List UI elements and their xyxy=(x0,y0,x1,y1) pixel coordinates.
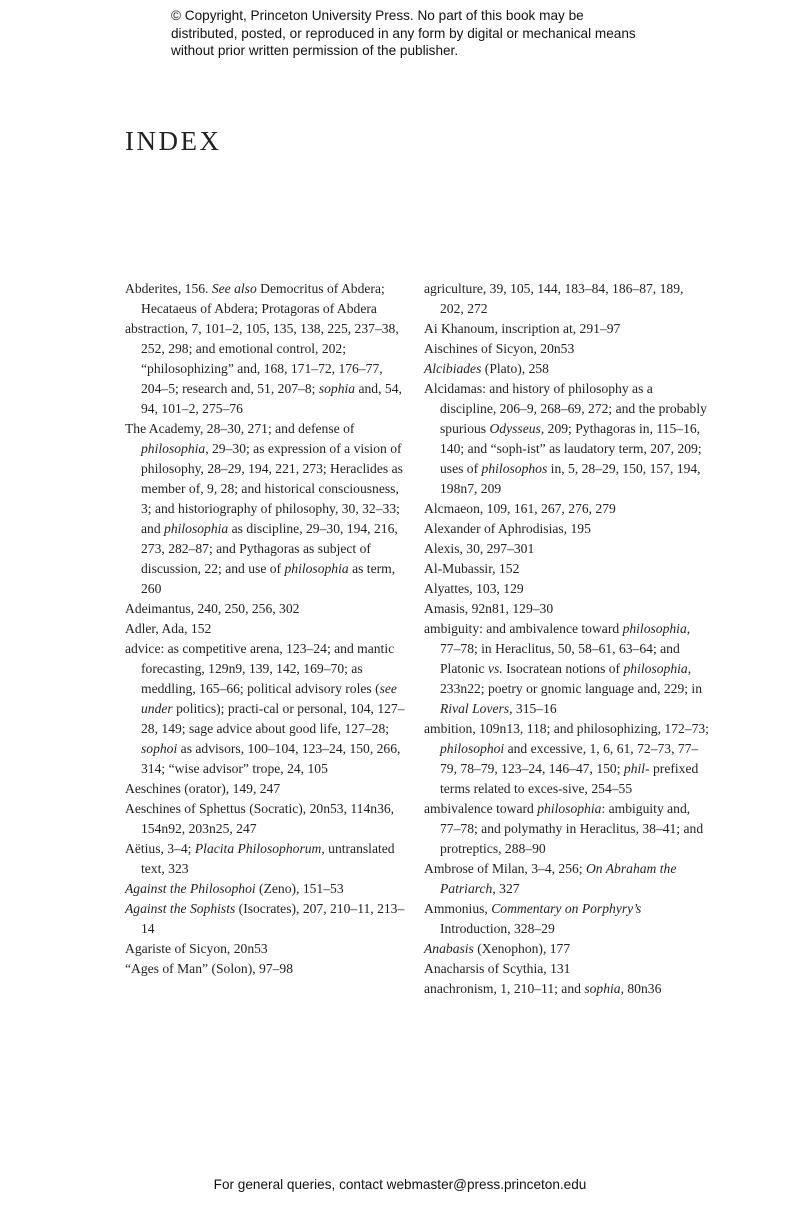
index-entry xyxy=(424,859,709,899)
entry-text: ambivalence toward xyxy=(424,801,538,816)
italic-term: philosophia xyxy=(622,621,687,636)
italic-term: philosophia xyxy=(623,661,688,676)
entry-text: advice: as competitive arena, 123–24; and mantic forecasting, 129n9, 139, 142, 169–70; as meddling, 165–66; political advisory roles ( xyxy=(125,641,395,696)
entry-text: Agariste of Sicyon, 20n53 xyxy=(125,941,268,956)
index-entry xyxy=(424,979,709,999)
index-entry xyxy=(125,279,410,319)
entry-text: Aeschines of Sphettus (Socratic), 20n53, 114n36, 154n92, 203n25, 247 xyxy=(125,801,395,836)
italic-term: phil- xyxy=(623,761,650,776)
entry-text: abstraction, 7, 101–2, 105, 135, 138, 225, 237–38, 252, 298; and emotional control, 202; “philosophizing” and, 168, 171–72, 176–77, 204–5; research and, 51, 207–8; xyxy=(125,321,399,396)
footer-contact: For general queries, contact webmaster@press.princeton.edu xyxy=(213,1177,587,1192)
entry-text: Alexander of Aphrodisias, 195 xyxy=(424,521,591,536)
entry-text: politics); practi-cal or personal, 104, 127–28, 149; sage advice about good life, 127–28; xyxy=(141,701,405,736)
index-entry xyxy=(424,319,709,339)
entry-text: Ai Khanoum, inscription at, 291–97 xyxy=(424,321,621,336)
entry-text: Aischines of Sicyon, 20n53 xyxy=(424,341,575,356)
index-entry xyxy=(424,939,709,959)
index-entry xyxy=(424,579,709,599)
index-column-left xyxy=(125,279,410,979)
index-entry xyxy=(125,879,410,899)
entry-text: The Academy, 28–30, 271; and defense of xyxy=(125,421,355,436)
entry-text: (Zeno), 151–53 xyxy=(255,881,344,896)
entry-text: , 315–16 xyxy=(509,701,557,716)
index-entry xyxy=(424,519,709,539)
entry-text: as term, 260 xyxy=(141,561,396,596)
entry-text: Alexis, 30, 297–301 xyxy=(424,541,535,556)
copyright-notice: © Copyright, Princeton University Press. No part of this book may be distributed, posted, or reproduced in any form by digital or mechanical means without prior written permission of the publisher. xyxy=(171,8,636,58)
italic-term: sophia, xyxy=(584,981,624,996)
entry-text: Alyattes, 103, 129 xyxy=(424,581,524,596)
italic-term: Commentary on Porphyry’s xyxy=(491,901,642,916)
index-entry xyxy=(424,359,709,379)
entry-text: Adeimantus, 240, 250, 256, 302 xyxy=(125,601,300,616)
italic-term: philosophoi xyxy=(440,741,505,756)
entry-text: , 77–78; in Heraclitus, 50, 58–61, 63–64; and Platonic xyxy=(440,621,691,676)
entry-text: Democritus of Abdera; Hecataeus of Abdera; Protagoras of Abdera xyxy=(141,281,385,316)
index-entry xyxy=(424,339,709,359)
italic-term: sophoi xyxy=(141,741,178,756)
entry-text: ambiguity: and ambivalence toward xyxy=(424,621,623,636)
index-entry xyxy=(125,319,410,419)
index-entry xyxy=(125,619,410,639)
italic-term: Against the Philosophoi xyxy=(125,881,256,896)
index-column-right xyxy=(424,279,709,999)
index-entry xyxy=(424,379,709,499)
entry-text: and excessive, 1, 6, 61, 72–73, 77–79, 78–79, 123–24, 146–47, 150; xyxy=(440,741,699,776)
index-entry xyxy=(125,599,410,619)
entry-text: “Ages of Man” (Solon), 97–98 xyxy=(125,961,294,976)
index-entry xyxy=(424,559,709,579)
entry-text: 80n36 xyxy=(623,981,662,996)
italic-term: Anabasis xyxy=(424,941,474,956)
italic-term: On Abraham the Patriarch xyxy=(440,861,677,896)
index-entry xyxy=(125,799,410,839)
entry-text: : ambiguity and, 77–78; and polymathy in Heraclitus, 38–41; and protreptics, 288–90 xyxy=(440,801,704,856)
index-entry xyxy=(424,599,709,619)
italic-term: sophia xyxy=(318,381,356,396)
index-entry xyxy=(125,779,410,799)
entry-text: Ambrose of Milan, 3–4, 256; xyxy=(424,861,586,876)
entry-text: Abderites, 156. xyxy=(125,281,212,296)
italic-term: philosophia xyxy=(537,801,602,816)
entry-text: Aeschines (orator), 149, 247 xyxy=(125,781,281,796)
index-entry xyxy=(125,959,410,979)
italic-term: philosophia xyxy=(284,561,349,576)
italic-term: see under xyxy=(141,681,397,716)
entry-text: prefixed terms related to exces-sive, 254–55 xyxy=(440,761,699,796)
italic-term: philosophia xyxy=(164,521,229,536)
entry-text: Adler, Ada, 152 xyxy=(125,621,212,636)
italic-term: philosophia xyxy=(141,441,206,456)
italic-term: Odysseus xyxy=(489,421,541,436)
entry-text: , 233n22; poetry or gnomic language and, 229; in xyxy=(440,661,703,696)
italic-term: Against the Sophists xyxy=(125,901,236,916)
entry-text: Amasis, 92n81, 129–30 xyxy=(424,601,554,616)
index-entry xyxy=(125,839,410,879)
entry-text: (Isocrates), 207, 210–11, 213–14 xyxy=(141,901,405,936)
index-entry xyxy=(424,539,709,559)
entry-text: Isocratean notions of xyxy=(502,661,624,676)
entry-text: in, 5, 28–29, 150, 157, 194, 198n7, 209 xyxy=(440,461,701,496)
entry-text: ambition, 109n13, 118; and philosophizing, 172–73; xyxy=(424,721,709,736)
entry-text: Aëtius, 3–4; xyxy=(125,841,195,856)
index-entry xyxy=(125,639,410,779)
entry-text: Al-Mubassir, 152 xyxy=(424,561,520,576)
entry-text: Ammonius, xyxy=(424,901,492,916)
index-entry xyxy=(424,279,709,319)
entry-text: (Plato), 258 xyxy=(481,361,549,376)
italic-term: Alcibiades xyxy=(424,361,482,376)
entry-text: , untranslated text, 323 xyxy=(141,841,395,876)
index-entry xyxy=(424,959,709,979)
index-entry xyxy=(424,799,709,859)
entry-text: Alcmaeon, 109, 161, 267, 276, 279 xyxy=(424,501,616,516)
entry-text: as discipline, 29–30, 194, 216, 273, 282–87; and Pythagoras as subject of discussion, 22; and use of xyxy=(141,521,398,576)
index-entry xyxy=(424,899,709,939)
entry-text: (Xenophon), 177 xyxy=(473,941,571,956)
italic-term: Rival Lovers xyxy=(440,701,510,716)
index-entry xyxy=(424,499,709,519)
index-entry xyxy=(125,899,410,939)
entry-text: , 29–30; as expression of a vision of philosophy, 28–29, 194, 221, 273; Heraclides as member of, 9, 28; and historical consciousness, 3; and historiography of philosophy, 30, 32–33; and xyxy=(141,441,403,536)
entry-text: as advisors, 100–104, 123–24, 150, 266, 314; “wise advisor” trope, 24, 105 xyxy=(141,741,401,776)
entry-text: Alcidamas: and history of philosophy as a discipline, 206–9, 268–69, 272; and the probably spurious xyxy=(424,381,707,436)
entry-text: , 327 xyxy=(492,881,520,896)
italic-term: See also xyxy=(211,281,257,296)
index-entry xyxy=(125,939,410,959)
italic-term: vs. xyxy=(487,661,503,676)
entry-text: , 209; Pythagoras in, 115–16, 140; and “soph-ist” as laudatory term, 207, 209; uses of xyxy=(440,421,702,476)
italic-term: Placita Philosophorum xyxy=(194,841,322,856)
entry-text: agriculture, 39, 105, 144, 183–84, 186–87, 189, 202, 272 xyxy=(424,281,684,316)
entry-text: and, 54, 94, 101–2, 275–76 xyxy=(141,381,402,416)
italic-term: philosophos xyxy=(481,461,548,476)
index-entry xyxy=(424,719,709,799)
entry-text: Anacharsis of Scythia, 131 xyxy=(424,961,571,976)
page-title: INDEX xyxy=(125,126,222,156)
entry-text: anachronism, 1, 210–11; and xyxy=(424,981,585,996)
index-entry xyxy=(125,419,410,599)
entry-text: Introduction, 328–29 xyxy=(440,921,555,936)
index-entry xyxy=(424,619,709,719)
